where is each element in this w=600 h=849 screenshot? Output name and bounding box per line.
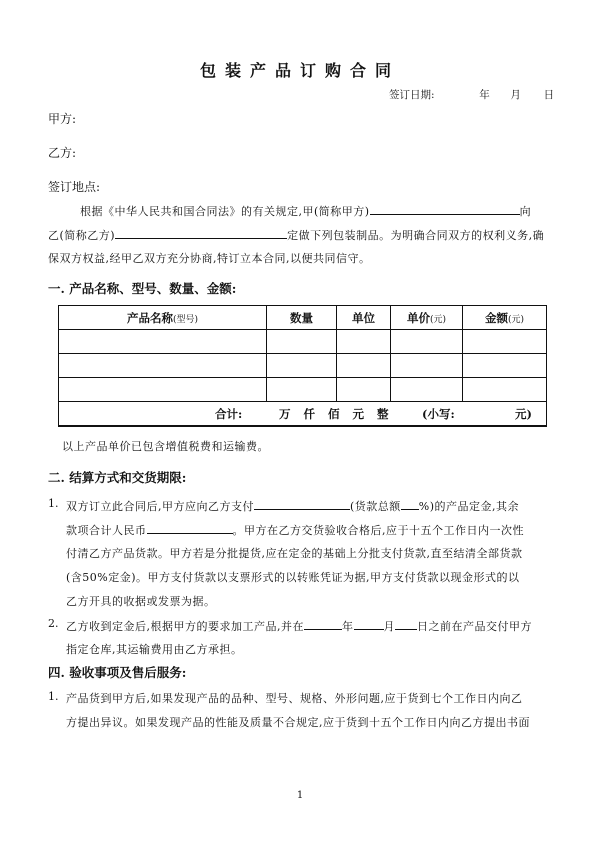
balance-amount-blank bbox=[147, 521, 233, 534]
intro-text-2b: 定做下列包装制品。为明确合同双方的权利义务,确 bbox=[287, 229, 545, 242]
table-cell[interactable] bbox=[337, 354, 391, 378]
product-table bbox=[58, 305, 547, 427]
table-cell[interactable] bbox=[463, 354, 547, 378]
price-note: 以上产品单价已包含增值税费和运输费。 bbox=[62, 440, 269, 453]
table-cell[interactable] bbox=[337, 378, 391, 402]
item1-line-2 bbox=[66, 521, 524, 538]
intro-text-2a: 乙(简称乙方) bbox=[48, 229, 116, 242]
sign-date-year: 年 bbox=[479, 89, 490, 101]
table-cell[interactable] bbox=[267, 354, 337, 378]
total-small-write: (小写: bbox=[422, 407, 455, 421]
table-row bbox=[59, 330, 547, 354]
header-product-name: 产品名称(型号) bbox=[59, 306, 267, 330]
intro-text-1b: 向 bbox=[519, 205, 532, 218]
item-number: 2. bbox=[48, 617, 59, 630]
text: 乙方收到定金后,根据甲方的要求加工产品,并在 bbox=[66, 620, 304, 633]
text: 日之前在产品交付甲方 bbox=[417, 620, 532, 633]
intro-text-1a: 根据《中华人民共和国合同法》的有关规定,甲(简称甲方) bbox=[80, 205, 370, 218]
item1-line-1 bbox=[66, 497, 519, 514]
table-cell[interactable] bbox=[463, 330, 547, 354]
deposit-percent-blank bbox=[401, 497, 419, 510]
sign-date-month: 月 bbox=[510, 89, 521, 101]
section4-item1-line-1: 产品货到甲方后,如果发现产品的品种、型号、规格、外形问题,应于货到七个工作日内向乙 bbox=[66, 692, 523, 705]
table-cell[interactable] bbox=[267, 378, 337, 402]
sign-place-label: 签订地点: bbox=[48, 180, 101, 194]
table-cell[interactable] bbox=[267, 330, 337, 354]
sign-date-label: 签订日期: bbox=[389, 89, 435, 101]
deposit-amount-blank bbox=[254, 497, 350, 510]
table-cell[interactable] bbox=[391, 330, 463, 354]
text: 款项合计人民币 bbox=[66, 524, 147, 537]
delivery-month-blank bbox=[354, 617, 384, 630]
delivery-day-blank bbox=[395, 617, 417, 630]
header-unit-price: 单价(元) bbox=[391, 306, 463, 330]
table-row bbox=[59, 378, 547, 402]
header-quantity: 数量 bbox=[267, 306, 337, 330]
item2-line-1 bbox=[66, 617, 532, 634]
table-cell[interactable] bbox=[59, 354, 267, 378]
text: 。甲方在乙方交货验收合格后,应于十五个工作日内一次性 bbox=[232, 524, 524, 537]
total-yuan: 元) bbox=[515, 407, 532, 421]
sign-date bbox=[389, 87, 554, 102]
party-a-label: 甲方: bbox=[48, 112, 77, 126]
page-title: 包装产品订购合同 bbox=[199, 61, 400, 80]
section4-item1-line-2: 方提出异议。如果发现产品的性能及质量不合规定,应于货到十五个工作日内向乙方提出书面 bbox=[66, 716, 530, 729]
section-2-heading: 二. 结算方式和交货期限: bbox=[48, 470, 187, 485]
total-row bbox=[59, 402, 547, 427]
product-table-header bbox=[59, 306, 547, 330]
table-row bbox=[59, 354, 547, 378]
party-a-name-blank bbox=[370, 202, 520, 215]
header-amount: 金额(元) bbox=[463, 306, 547, 330]
item1-line-4: (含50%定金)。甲方支付货款以支票形式的以转账凭证为据,甲方支付货款以现金形式的以 bbox=[66, 571, 520, 584]
text: 双方订立此合同后,甲方应向乙方支付 bbox=[66, 500, 254, 513]
header-unit: 单位 bbox=[337, 306, 391, 330]
total-units: 万 仟 佰 元 整 bbox=[279, 407, 389, 421]
page-number: 1 bbox=[296, 790, 304, 801]
text: 月 bbox=[383, 620, 395, 633]
table-cell[interactable] bbox=[59, 378, 267, 402]
table-cell[interactable] bbox=[59, 330, 267, 354]
item1-line-5: 乙方开具的收据或发票为据。 bbox=[66, 595, 216, 608]
intro-line-2 bbox=[48, 226, 544, 243]
table-cell[interactable] bbox=[463, 378, 547, 402]
item-number: 1. bbox=[48, 690, 59, 703]
item2-line-2: 指定仓库,其运输费用由乙方承担。 bbox=[66, 643, 243, 656]
total-label: 合计: bbox=[215, 407, 243, 421]
item1-line-3: 付清乙方产品货款。甲方若是分批提货,应在定金的基础上分批支付货款,直至结清全部货款 bbox=[66, 547, 523, 560]
text: (货款总额 bbox=[350, 500, 401, 513]
intro-line-1 bbox=[80, 202, 531, 219]
party-b-name-blank bbox=[115, 226, 287, 239]
total-cell bbox=[59, 402, 547, 427]
intro-line-3: 保双方权益,经甲乙双方充分协商,特订立本合同,以便共同信守。 bbox=[48, 252, 371, 265]
table-cell[interactable] bbox=[391, 378, 463, 402]
section-4-heading: 四. 验收事项及售后服务: bbox=[48, 665, 187, 680]
sign-date-day: 日 bbox=[543, 89, 555, 101]
party-b-label: 乙方: bbox=[48, 146, 77, 160]
table-cell[interactable] bbox=[391, 354, 463, 378]
text: 年 bbox=[342, 620, 354, 633]
text: %)的产品定金,其余 bbox=[418, 500, 520, 513]
section-1-heading: 一. 产品名称、型号、数量、金额: bbox=[48, 281, 237, 296]
item-number: 1. bbox=[48, 497, 59, 510]
table-cell[interactable] bbox=[337, 330, 391, 354]
delivery-year-blank bbox=[304, 617, 342, 630]
